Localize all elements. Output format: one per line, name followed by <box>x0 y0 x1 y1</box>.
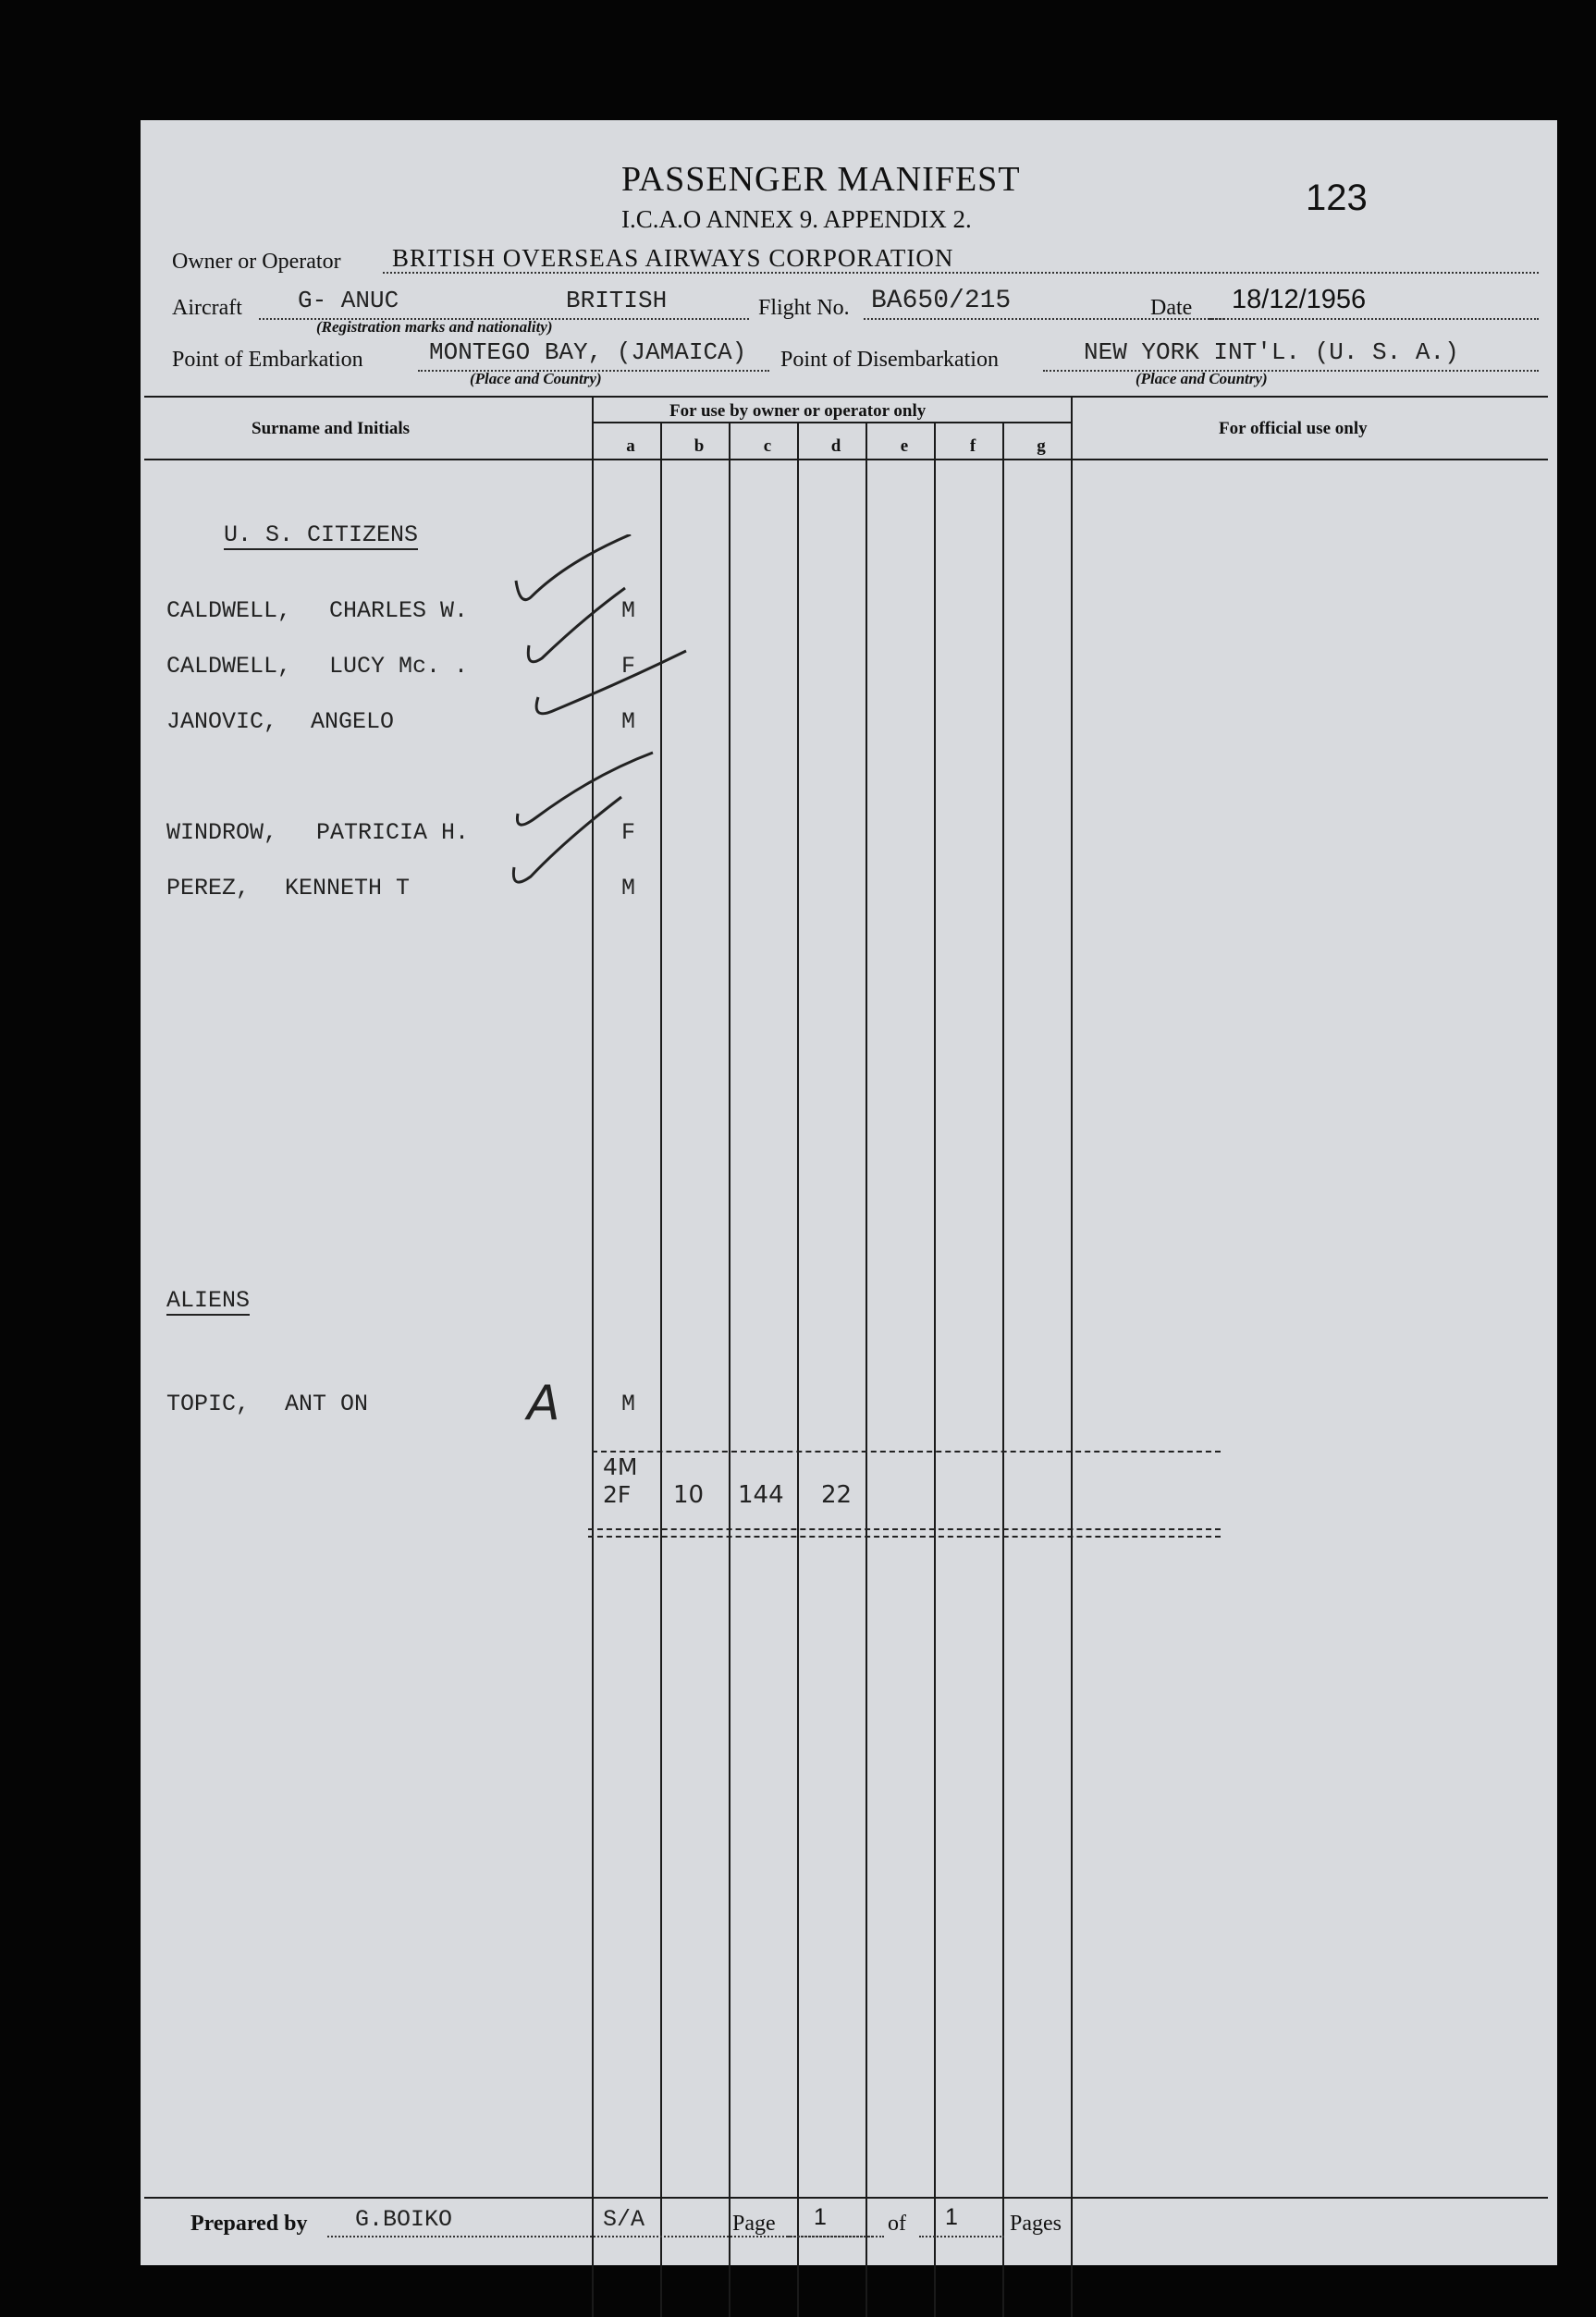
flight-value: BA650/215 <box>871 287 1012 315</box>
total-a-females: 2F <box>603 1481 632 1508</box>
check-mark-4 <box>517 753 653 825</box>
aircraft-note: (Registration marks and nationality) <box>316 318 553 336</box>
total-d: 22 <box>821 1481 853 1509</box>
passenger-5-surname: PEREZ, <box>166 875 251 901</box>
page-label: Page <box>732 2212 776 2236</box>
passenger-3-surname: JANOVIC, <box>166 708 278 735</box>
page-dotted-line <box>788 2236 884 2237</box>
footer-rule <box>144 2197 1548 2199</box>
page-value: 1 <box>814 2204 827 2230</box>
passenger-4-given: PATRICIA H. <box>316 819 470 846</box>
disembarkation-value: NEW YORK INT'L. (U. S. A.) <box>1084 338 1459 366</box>
table-top-rule <box>144 396 1548 398</box>
flight-label: Flight No. <box>758 296 850 320</box>
sub-col-b: b <box>694 436 705 456</box>
embarkation-label: Point of Embarkation <box>172 348 363 372</box>
passenger-3-sex: M <box>621 708 636 735</box>
col-owner-use-header: For use by owner or operator only <box>669 401 927 421</box>
sub-col-g: g <box>1037 436 1046 456</box>
col-rule-official <box>1071 396 1073 2317</box>
sub-col-d: d <box>830 436 841 456</box>
owner-value: BRITISH OVERSEAS AIRWAYS CORPORATION <box>392 244 954 272</box>
sub-col-c: c <box>763 436 772 456</box>
totals-double-rule-2 <box>588 1536 1221 1538</box>
col-surname-header: Surname and Initials <box>252 419 411 438</box>
manifest-sheet <box>141 120 1557 2265</box>
passenger-2-sex: F <box>621 653 636 680</box>
col-rule-ef <box>934 422 936 2317</box>
total-a-males: 4M <box>603 1453 638 1480</box>
passenger-6-sex: M <box>621 1391 636 1417</box>
embarkation-note: (Place and Country) <box>470 370 602 387</box>
disembarkation-note: (Place and Country) <box>1136 370 1268 387</box>
table-header-bottom-rule <box>144 459 1548 460</box>
section-aliens: ALIENS <box>166 1287 251 1314</box>
total-b: 10 <box>673 1481 705 1509</box>
totals-top-rule <box>592 1451 1221 1453</box>
owner-label: Owner or Operator <box>172 250 341 274</box>
col-rule-cd <box>797 422 799 2317</box>
owner-use-divider <box>594 422 1073 423</box>
col-rule-de <box>866 422 867 2317</box>
passenger-5-given: KENNETH T <box>285 875 411 901</box>
check-mark-3 <box>536 651 686 714</box>
totals-double-rule-1 <box>588 1528 1221 1530</box>
sub-col-f: f <box>969 436 976 456</box>
check-mark-1 <box>516 534 631 600</box>
pages-label: Pages <box>1010 2212 1062 2236</box>
passenger-1-given: CHARLES W. <box>329 597 469 624</box>
total-c: 144 <box>738 1481 784 1509</box>
owner-dotted-line <box>383 272 1539 274</box>
of-dotted-line <box>919 2236 1004 2237</box>
check-mark-5 <box>513 797 621 882</box>
passenger-1-surname: CALDWELL, <box>166 597 292 624</box>
date-label: Date <box>1150 296 1193 320</box>
passenger-3-given: ANGELO <box>311 708 395 735</box>
sub-col-a: a <box>626 436 635 456</box>
of-value: 1 <box>945 2204 958 2230</box>
aircraft-label: Aircraft <box>172 296 242 320</box>
page-title: PASSENGER MANIFEST <box>621 160 1021 199</box>
col-official-header: For official use only <box>1219 419 1368 438</box>
passenger-2-given: LUCY Mc. . <box>329 653 469 680</box>
page-number: 123 <box>1306 178 1368 218</box>
of-label: of <box>888 2212 906 2236</box>
col-rule-bc <box>729 422 730 2317</box>
prepared-by-title: S/A <box>603 2206 645 2233</box>
aircraft-nationality: BRITISH <box>566 287 668 314</box>
aircraft-registration: G- ANUC <box>298 287 399 314</box>
passenger-1-sex: M <box>621 597 636 624</box>
passenger-6-surname: TOPIC, <box>166 1391 251 1417</box>
check-marks <box>510 534 695 1015</box>
disembarkation-label: Point of Disembarkation <box>780 348 999 372</box>
passenger-4-sex: F <box>621 819 636 846</box>
passenger-2-surname: CALDWELL, <box>166 653 292 680</box>
date-value: 18/12/1956 <box>1232 285 1367 314</box>
date-dotted-line <box>1209 318 1539 320</box>
sub-col-e: e <box>900 436 909 456</box>
section-us-citizens: U. S. CITIZENS <box>224 521 419 548</box>
embarkation-value: MONTEGO BAY, (JAMAICA) <box>429 338 747 366</box>
disembarkation-dotted-line <box>1043 370 1539 372</box>
passenger-4-surname: WINDROW, <box>166 819 278 846</box>
passenger-6-given: ANT ON <box>285 1391 369 1417</box>
prepared-by-label: Prepared by <box>190 2212 308 2236</box>
alien-mark: A <box>527 1376 560 1431</box>
col-rule-fg <box>1002 422 1004 2317</box>
page-subtitle: I.C.A.O ANNEX 9. APPENDIX 2. <box>621 205 972 233</box>
passenger-5-sex: M <box>621 875 636 901</box>
check-mark-2 <box>528 588 625 662</box>
prepared-by-value: G.BOIKO <box>355 2206 453 2233</box>
